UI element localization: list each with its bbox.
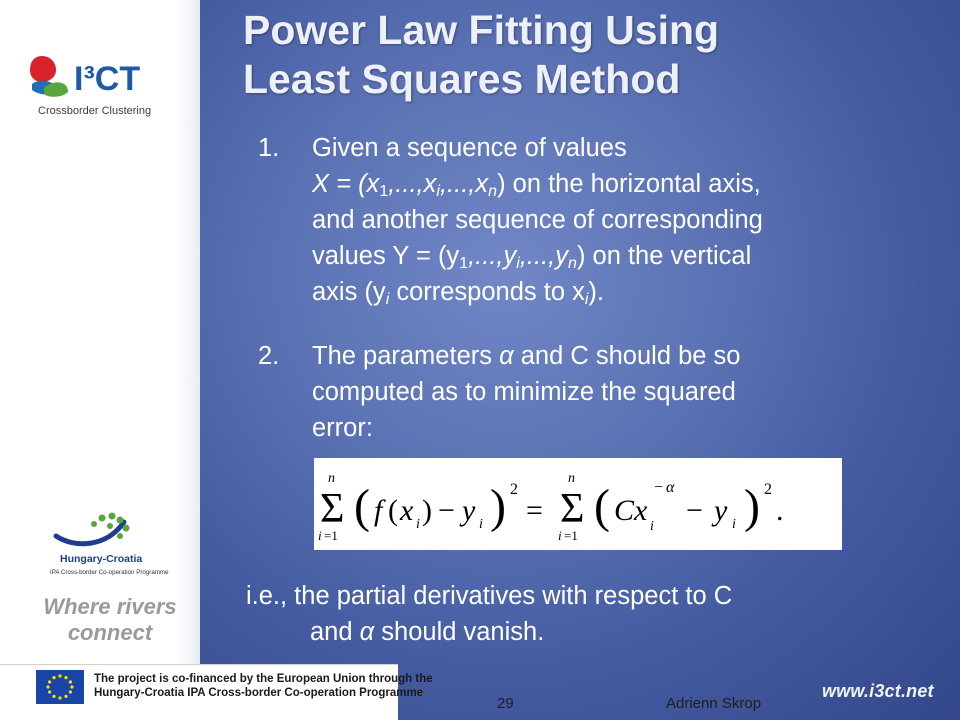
svg-text:2: 2: [764, 481, 772, 498]
eu-flag-icon: [36, 670, 84, 704]
svg-text:i: i: [318, 528, 322, 543]
i3ct-logo: [28, 50, 178, 122]
svg-text:Σ: Σ: [560, 486, 585, 532]
svg-text:(: (: [388, 494, 398, 527]
svg-text:=1: =1: [564, 528, 578, 543]
author-name: Adrienn Skrop: [666, 695, 762, 712]
svg-text:i: i: [479, 517, 483, 532]
svg-text:Σ: Σ: [320, 486, 345, 532]
squared-error-formula: [314, 458, 842, 550]
svg-text:2: 2: [510, 481, 518, 498]
svg-text:=1: =1: [324, 528, 338, 543]
svg-text:−: −: [438, 494, 455, 527]
list-number: 2.: [258, 342, 280, 370]
svg-text:−: −: [654, 479, 664, 496]
hungary-croatia-logo: [50, 508, 170, 588]
svg-text:(: (: [594, 480, 610, 533]
svg-text:α: α: [666, 479, 675, 496]
svg-text:=: =: [526, 494, 543, 527]
svg-text:n: n: [328, 471, 335, 486]
title-line-2: Least Squares Method: [243, 56, 681, 102]
list-item-text: Given a sequence of values $X = (x_1,...,x_i,...,x_n)$ on the horizontal axis, and another sequence of corresponding values $Y = (y_1,...,y_i,...,y_n)$ on the vertical axis ($y_i$ corresponds to $x_i$).: [312, 134, 763, 308]
svg-text:f: f: [374, 494, 383, 527]
svg-text:i: i: [416, 517, 420, 532]
svg-text:y: y: [462, 494, 476, 527]
svg-text:i: i: [732, 517, 736, 532]
svg-text:−: −: [686, 494, 703, 527]
title-line-1: Power Law Fitting Using: [243, 7, 720, 53]
list-number: 1.: [258, 134, 280, 162]
svg-text:IPA Cross-border Co-operation: IPA Cross-border Co-operation Programme: [50, 569, 169, 576]
slide-title: [243, 6, 923, 104]
svg-text:.: .: [776, 494, 784, 527]
page-number: 29: [497, 695, 514, 712]
svg-text:x: x: [400, 494, 414, 527]
where-rivers-connect-slogan: Where rivers connect: [43, 594, 177, 645]
svg-text:y: y: [714, 494, 728, 527]
svg-text:(: (: [354, 480, 370, 533]
website-link[interactable]: www.i3ct.net: [822, 681, 934, 701]
svg-text:n: n: [568, 471, 575, 486]
svg-text:I³CT: I³CT: [74, 60, 141, 98]
list-item-text: The parameters α and C should be so computed as to minimize the squared error:: [312, 342, 741, 442]
eu-funding-text: The project is co-financed by the European Union through the Hungary-Croatia IPA Cross-border Co-operation Programme: [94, 673, 433, 699]
svg-text:Hungary-Croatia: Hungary-Croatia: [60, 553, 143, 565]
svg-text:i: i: [650, 519, 654, 534]
svg-text:): ): [744, 480, 760, 533]
svg-text:i: i: [558, 528, 562, 543]
conclusion-text: i.e., the partial derivatives with respect to C and α should vanish.: [246, 582, 733, 646]
svg-text:): ): [490, 480, 506, 533]
svg-text:Cx: Cx: [614, 494, 648, 527]
svg-text:): ): [422, 494, 432, 527]
svg-text:Crossborder Clustering: Crossborder Clustering: [38, 105, 152, 117]
